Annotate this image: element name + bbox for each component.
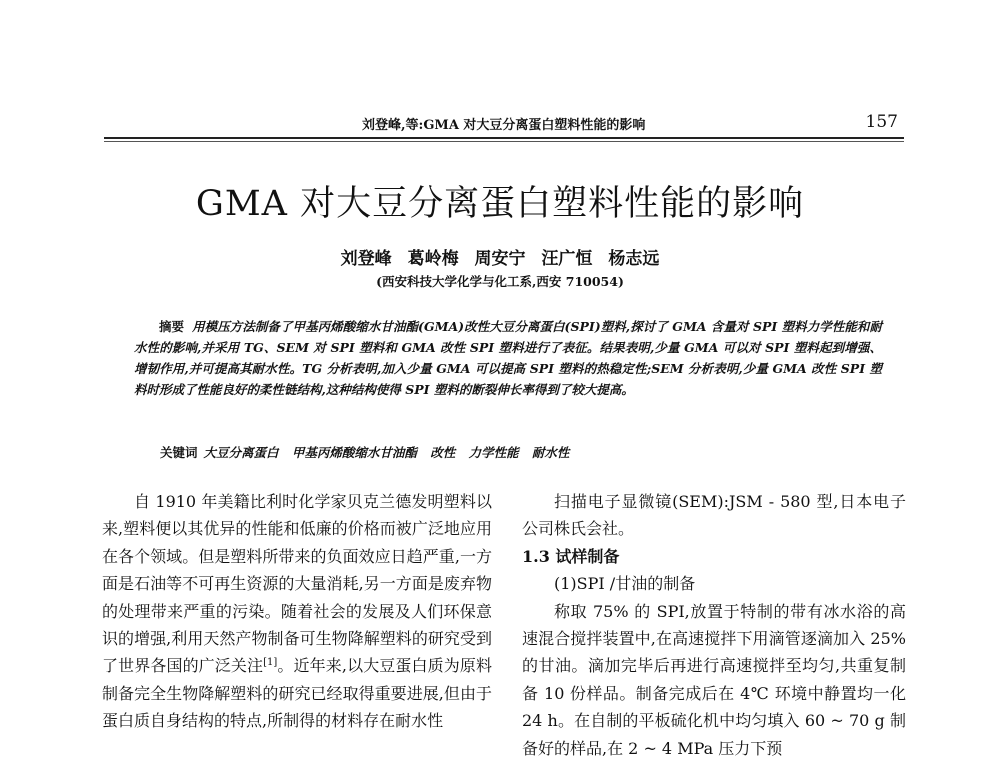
body-column-right xyxy=(522,488,906,762)
author-list: 刘登峰 葛岭梅 周安宁 汪广恒 杨志远 xyxy=(340,249,660,269)
header-rule-thin xyxy=(104,141,904,142)
citation: [1] xyxy=(263,657,278,669)
header-rule xyxy=(104,137,904,139)
keywords-text: 大豆分离蛋白 甲基丙烯酸缩水甘油酯 改性 力学性能 耐水性 xyxy=(203,445,570,460)
intro-text-a: 自 1910 年美籍比利时化学家贝克兰德发明塑料以来,塑料便以其优异的性能和低廉的价格而被广泛地应用在各个领域。但是塑料所带来的负面效应日趋严重,一方面是石油等不可再生资源的大量消耗,另一方面是废弃物的处理带来严重的污染。随着社会的发展及人们环保意识的增强,利用天然产物制备可生物降解塑料的研究受到了世界各国的广泛关注 xyxy=(102,492,492,676)
subsection-heading: (1)SPI /甘油的制备 xyxy=(554,574,696,594)
article-title: GMA 对大豆分离蛋白塑料性能的影响 xyxy=(195,184,805,224)
abstract-label: 摘要 xyxy=(159,319,185,334)
intro-text-b: 。近年来,以大豆蛋白质为原料制备完全生物降解塑料的研究已经取得重要进展,但由于蛋白质自身结构的特点,所制得的材料存在耐水性 xyxy=(102,656,492,731)
affiliation: (西安科技大学化学与化工系,西安 710054) xyxy=(376,274,624,289)
abstract-text: 用模压方法制备了甲基丙烯酸缩水甘油酯(GMA)改性大豆分离蛋白(SPI)塑料,探讨了 GMA 含量对 SPI 塑料力学性能和耐水性的影响,并采用 TG、SEM 对 SPI 塑料和 GMA 改性 SPI 塑料进行了表征。结果表明,少量 GMA 可以对 SPI 塑料起到增强、增韧作用,并可提高其耐水性。TG 分析表明,加入少量 GMA 可以提高 SPI 塑料的热稳定性;SEM 分析表明,少量 GMA 改性 SPI 塑料时形成了性能良好的柔性链结构,这种结构使得 SPI 塑料的断裂伸长率得到了较大提高。 xyxy=(134,319,882,397)
keywords xyxy=(160,443,569,461)
intro-paragraph xyxy=(102,488,492,735)
method-paragraph: 称取 75% 的 SPI,放置于特制的带有冰水浴的高速混合搅拌装置中,在高速搅拌下用滴管逐滴加入 25% 的甘油。滴加完毕后再进行高速搅拌至均匀,共重复制备 10 份样品。制备完成后在 4℃ 环境中静置均一化 24 h。在自制的平板硫化机中均匀填入 60 ~ 70 g 制备好的样品,在 2 ~ 4 MPa 压力下预 xyxy=(522,601,906,758)
page-number: 157 xyxy=(865,112,898,132)
section-heading: 1.3 试样制备 xyxy=(522,546,620,566)
body-column-left xyxy=(102,488,492,735)
running-head: 刘登峰,等:GMA 对大豆分离蛋白塑料性能的影响 xyxy=(362,118,646,133)
abstract xyxy=(134,316,882,400)
keywords-label: 关键词 xyxy=(160,445,198,460)
equipment-line: 扫描电子显微镜(SEM):JSM - 580 型,日本电子公司株氏会社。 xyxy=(522,492,906,539)
